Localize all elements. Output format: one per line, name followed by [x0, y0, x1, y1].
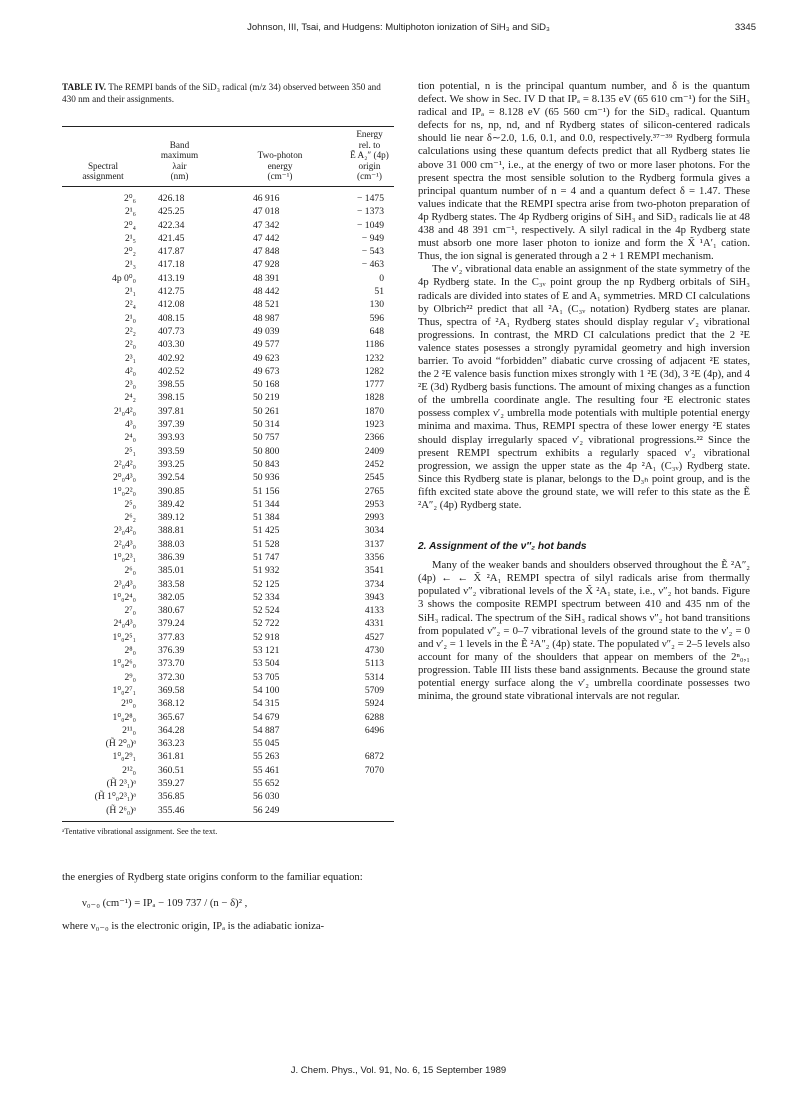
subsection-heading: 2. Assignment of the ν″₂ hot bands	[418, 541, 587, 553]
cell-assignment: 2⁴₀	[124, 432, 136, 444]
cell-band-maximum: 382.05	[158, 591, 185, 603]
paragraph-2: The ν′₂ vibrational data enable an assignment of the state symmetry of the 4p Rydberg state. In the C₃ᵥ point group the np Rydberg orbitals of SiH₃ radicals are divided into states of E and A₁ symmetries. MRD CI calculations by Olbrich²² predict that all ²A₁ (C₃ᵥ notation) Rydberg states are planar. Thus, spectra of ²A₁ Rydberg states should display regular ν′₂ vibrational progressions. In contrast, the MRD CI calculations predict that the 2 ²E valence states posesses a strongly pyramidal geometry and high inversion barrier. To avoid “forbidden” diabatic curve crossing of adjacent ²E states, the 2 ²E valence basis function mixes strongly with 1 ²E (3d), 3 ²E (4p), and 4 ²E (3d) Rydberg basis functions. The amount of mixing changes as a function of the umbrella coordinate angle. The resulting four ²E electronic states possess complex ν′₂ umbrella mode potentials with multiple potential energy minima and maxima. Thus, REMPI spectra of these lower energy ²E states should display irregularly spaced ν′₂ vibrational progressions.²² Since the present REMPI spectrum exhibits a regularly spaced ν′₂ vibrational progression, we assign the upper state as the 4p ²A₁ (C₃ᵥ) Rydberg state. Since this Rydberg state is planar, belongs to the D₃ₕ point group, and is the fifth excited state above the ground state, we will refer to this state as the Ẽ ²A″₂ (4p) Rydberg state.	[418, 263, 750, 511]
table-footnote: ᵃTentative vibrational assignment. See the text.	[62, 826, 218, 836]
cell-band-maximum: 359.27	[158, 778, 185, 790]
cell-two-photon-energy: 52 524	[253, 605, 280, 617]
cell-two-photon-energy: 50 800	[253, 445, 280, 457]
table-row	[62, 617, 394, 630]
cell-assignment: 1⁰₀2⁸₀	[112, 711, 136, 723]
table-row	[62, 631, 394, 644]
cell-assignment: 2¹₅	[124, 232, 136, 244]
left-column	[62, 82, 394, 933]
cell-two-photon-energy: 54 100	[253, 684, 280, 696]
cell-band-maximum: 397.81	[158, 405, 185, 417]
cell-two-photon-energy: 50 168	[253, 379, 280, 391]
left-paragraph	[62, 871, 394, 933]
cell-band-maximum: 393.93	[158, 432, 185, 444]
table-row	[62, 219, 394, 232]
table-row	[62, 697, 394, 710]
cell-assignment: 2¹⁰₀	[121, 698, 136, 710]
cell-relative-energy: − 543	[361, 246, 384, 258]
cell-two-photon-energy: 48 391	[253, 272, 280, 284]
cell-assignment: 2¹₁	[124, 286, 136, 298]
table-row	[62, 458, 394, 471]
cell-two-photon-energy: 52 918	[253, 631, 280, 643]
cell-assignment: 1⁰₀2⁹₁	[112, 751, 136, 763]
cell-relative-energy: 1828	[364, 392, 384, 404]
cell-two-photon-energy: 49 577	[253, 339, 280, 351]
table-row	[62, 711, 394, 724]
cell-band-maximum: 398.55	[158, 379, 185, 391]
cell-band-maximum: 360.51	[158, 764, 185, 776]
cell-assignment: 2⁷₀	[124, 605, 136, 617]
cell-relative-energy: 4527	[364, 631, 384, 643]
equation-intro: the energies of Rydberg state origins conform to the familiar equation:	[62, 870, 363, 883]
cell-two-photon-energy: 50 843	[253, 458, 280, 470]
cell-two-photon-energy: 51 425	[253, 525, 280, 537]
cell-two-photon-energy: 54 679	[253, 711, 280, 723]
cell-two-photon-energy: 47 848	[253, 246, 280, 258]
cell-band-maximum: 380.67	[158, 605, 185, 617]
table-row	[62, 431, 394, 444]
cell-band-maximum: 402.92	[158, 352, 185, 364]
table-row	[62, 485, 394, 498]
cell-band-maximum: 368.12	[158, 698, 185, 710]
cell-assignment: 4²₀	[124, 365, 136, 377]
cell-relative-energy: 3137	[364, 538, 384, 550]
table-body	[62, 187, 394, 817]
cell-two-photon-energy: 51 344	[253, 498, 280, 510]
cell-two-photon-energy: 51 156	[253, 485, 280, 497]
cell-band-maximum: 373.70	[158, 658, 185, 670]
cell-two-photon-energy: 48 442	[253, 286, 280, 298]
cell-assignment: 2⁰₄	[124, 219, 136, 231]
cell-assignment: 2¹²₀	[122, 764, 136, 776]
cell-two-photon-energy: 50 261	[253, 405, 280, 417]
table-row	[62, 205, 394, 218]
cell-band-maximum: 356.85	[158, 791, 185, 803]
cell-two-photon-energy: 53 504	[253, 658, 280, 670]
cell-two-photon-energy: 48 987	[253, 312, 280, 324]
cell-assignment: (H̃ 2⁶₀)ᵃ	[106, 804, 136, 816]
cell-assignment: (H̃ 1⁰₀2³₁)ᵃ	[94, 791, 136, 803]
rydberg-equation: ν₀₋₀ (cm⁻¹) = IPₐ − 109 737 / (n − δ)² ,	[82, 897, 248, 910]
cell-band-maximum: 426.18	[158, 192, 185, 204]
cell-relative-energy: 51	[374, 286, 384, 298]
cell-band-maximum: 417.87	[158, 246, 185, 258]
cell-two-photon-energy: 50 936	[253, 472, 280, 484]
cell-assignment: 2²₀4³₀	[113, 538, 136, 550]
cell-relative-energy: 4133	[364, 605, 384, 617]
cell-relative-energy: 2366	[364, 432, 384, 444]
cell-relative-energy	[345, 790, 394, 803]
cell-band-maximum: 412.75	[158, 286, 185, 298]
table-caption-label: TABLE IV.	[62, 82, 107, 92]
table-row	[62, 684, 394, 697]
table-row	[62, 258, 394, 271]
cell-band-maximum: 422.34	[158, 219, 185, 231]
cell-two-photon-energy: 51 384	[253, 512, 280, 524]
cell-band-maximum: 393.25	[158, 458, 185, 470]
table-row	[62, 657, 394, 670]
cell-two-photon-energy: 48 521	[253, 299, 280, 311]
cell-assignment: 2³₀4³₀	[113, 578, 136, 590]
table-row	[62, 578, 394, 591]
cell-assignment: 1⁰₀2²₀	[112, 485, 136, 497]
cell-two-photon-energy: 52 722	[253, 618, 280, 630]
cell-relative-energy	[345, 777, 394, 790]
cell-assignment: 1⁰₀2³₁	[112, 551, 136, 563]
cell-assignment: 2¹¹₀	[122, 724, 136, 736]
table-row	[62, 245, 394, 258]
cell-assignment: 2⁴₂	[124, 392, 136, 404]
cell-assignment: 1⁰₀2⁶₀	[112, 658, 136, 670]
table-row	[62, 232, 394, 245]
table-row	[62, 564, 394, 577]
cell-assignment: 2¹₀4²₀	[113, 405, 136, 417]
cell-relative-energy: 4730	[364, 645, 384, 657]
cell-band-maximum: 388.81	[158, 525, 185, 537]
cell-assignment: 2³₁	[124, 352, 136, 364]
column-header-energy: Two-photon energy (cm⁻¹)	[257, 150, 303, 182]
table-row	[62, 325, 394, 338]
cell-assignment: 4³₀	[124, 419, 136, 431]
cell-two-photon-energy: 47 442	[253, 232, 280, 244]
table-row	[62, 405, 394, 418]
table-row	[62, 790, 394, 803]
cell-band-maximum: 421.45	[158, 232, 185, 244]
cell-assignment: 2⁴₀4³₀	[113, 618, 136, 630]
table-row	[62, 312, 394, 325]
cell-band-maximum: 369.58	[158, 684, 185, 696]
cell-relative-energy: 596	[369, 312, 384, 324]
cell-assignment: 2⁶₂	[124, 512, 136, 524]
table-row	[62, 498, 394, 511]
cell-two-photon-energy: 54 315	[253, 698, 280, 710]
table-row	[62, 604, 394, 617]
cell-relative-energy: 1232	[364, 352, 384, 364]
table-row	[62, 445, 394, 458]
cell-two-photon-energy: 50 219	[253, 392, 280, 404]
paragraph-1: tion potential, n is the principal quantum number, and δ is the quantum defect. We show in Sec. IV D that IPₐ = 8.135 eV (65 610 cm⁻¹) for the SiH₃ radical and IPₐ = 8.128 eV (65 560 cm⁻¹) for the SiD₃ radical. Quantum defects for ns, np, nd, and nf Rydberg states of silicon-centered radicals should lie near δ∼2.0, 1.6, 0.1, and 0.0, respectively.³⁷⁻³⁹ Rydberg formula calculations using these quantum defects predict that all Rydberg states lie above 31 000 cm⁻¹, i.e., at the energy of two or more laser photons. For the present spectra the most sensible solution to the Rydberg formula gives a principal quantum number of n = 4 and a quantum defect δ = 1.47. These values indicate that the REMPI spectra arise from two-photon preparation of 4p Rydberg states. The 4p Rydberg origins of SiH₃ and SiD₃ radicals lie at 48 438 and 48 391 cm⁻¹, respectively. A silyl radical in the 4p Rydberg state must absorb one more laser photon to ionize and form the X̃ ¹A′₁ cation. Thus, the ion signal is generated through a 2 + 1 REMPI mechanism.	[418, 80, 750, 263]
cell-two-photon-energy: 47 018	[253, 206, 280, 218]
table-row	[62, 272, 394, 285]
table-row	[62, 538, 394, 551]
cell-assignment: 2¹₀	[124, 312, 136, 324]
table-row	[62, 285, 394, 298]
cell-two-photon-energy: 55 263	[253, 751, 280, 763]
equation-after: where ν₀₋₀ is the electronic origin, IPₐ is the adiabatic ioniza-	[62, 920, 325, 933]
table-row	[62, 724, 394, 737]
cell-band-maximum: 383.58	[158, 578, 185, 590]
cell-assignment: 2³₀4²₀	[113, 525, 136, 537]
cell-relative-energy: 130	[369, 299, 384, 311]
cell-relative-energy: 5314	[364, 671, 384, 683]
cell-band-maximum: 379.24	[158, 618, 185, 630]
cell-band-maximum: 377.83	[158, 631, 185, 643]
paragraph-3: Many of the weaker bands and shoulders observed throughout the Ẽ ²A″₂ (4p) ← ← X̃ ²A₁ REMPI spectra of silyl radicals arise from thermally populated ν″₂ vibrational levels of the X̃ ²A₁ state, i.e., ν″₂ hot bands. Figure 3 shows the composite REMPI spectrum between 410 and 435 nm of the SiH₃ radical. The spectrum of the SiH₃ radical shows ν″₂ hot band transitions from populated ν″₂ = 0–7 vibrational levels of the ground state to the ν′₂ = 0 and ν′₂ = 1 levels in the Ẽ ²A″₂ (4p) state. The populated ν″₂ = 2–5 levels also account for many of the shoulders that appear on members of the 2ⁿ₀,₁ progression. Table III lists these band assignments. Because the ground state potential energy surface along the ν′₂ umbrella coordinate possesses two minima, the ground state vibrational intervals are not regular.	[418, 559, 750, 703]
table-row	[62, 551, 394, 564]
table-row	[62, 418, 394, 431]
cell-two-photon-energy: 55 652	[253, 778, 280, 790]
cell-relative-energy: − 1049	[357, 219, 384, 231]
table-row	[62, 365, 394, 378]
cell-two-photon-energy: 47 928	[253, 259, 280, 271]
cell-relative-energy: 2545	[364, 472, 384, 484]
cell-band-maximum: 385.01	[158, 565, 185, 577]
cell-relative-energy: − 463	[361, 259, 384, 271]
cell-relative-energy: 648	[369, 325, 384, 337]
cell-assignment: 1⁰₀2⁷₁	[112, 684, 136, 696]
cell-band-maximum: 365.67	[158, 711, 185, 723]
cell-relative-energy: 3356	[364, 551, 384, 563]
cell-assignment: 2²₀4²₀	[113, 458, 136, 470]
column-header-origin: Energy rel. to Ẽ A₂″ (4p) origin (cm⁻¹)	[350, 129, 389, 182]
cell-band-maximum: 417.18	[158, 259, 185, 271]
right-column	[418, 80, 750, 703]
cell-assignment: 2⁸₀	[124, 645, 136, 657]
cell-assignment: 2²₂	[124, 325, 136, 337]
cell-relative-energy: 4331	[364, 618, 384, 630]
cell-relative-energy: 0	[379, 272, 384, 284]
table-row	[62, 187, 394, 205]
cell-band-maximum: 412.08	[158, 299, 185, 311]
cell-two-photon-energy: 53 705	[253, 671, 280, 683]
cell-band-maximum: 376.39	[158, 645, 185, 657]
cell-relative-energy: 1870	[364, 405, 384, 417]
cell-band-maximum: 386.39	[158, 551, 185, 563]
table-row	[62, 671, 394, 684]
cell-band-maximum: 355.46	[158, 804, 185, 816]
cell-assignment: 2⁰₂	[124, 246, 136, 258]
table-row	[62, 471, 394, 484]
cell-relative-energy: 5924	[364, 698, 384, 710]
cell-band-maximum: 392.54	[158, 472, 185, 484]
cell-two-photon-energy: 49 623	[253, 352, 280, 364]
cell-two-photon-energy: 53 121	[253, 645, 280, 657]
cell-band-maximum: 407.73	[158, 325, 185, 337]
cell-two-photon-energy: 51 747	[253, 551, 280, 563]
table-row	[62, 524, 394, 537]
cell-relative-energy: 6872	[364, 751, 384, 763]
cell-relative-energy: − 1475	[357, 192, 384, 204]
cell-relative-energy: 1777	[364, 379, 384, 391]
cell-relative-energy: 3541	[364, 565, 384, 577]
cell-assignment: 1⁰₀2⁴₀	[112, 591, 136, 603]
table-row	[62, 298, 394, 311]
cell-band-maximum: 393.59	[158, 445, 185, 457]
cell-two-photon-energy: 49 673	[253, 365, 280, 377]
cell-relative-energy	[345, 804, 394, 817]
cell-band-maximum: 390.85	[158, 485, 185, 497]
cell-assignment: 2⁵₁	[124, 445, 136, 457]
cell-assignment: 1⁰₀2⁵₁	[112, 631, 136, 643]
cell-relative-energy	[345, 737, 394, 750]
cell-two-photon-energy: 52 125	[253, 578, 280, 590]
cell-assignment: 2⁵₀	[124, 498, 136, 510]
cell-relative-energy: − 949	[361, 232, 384, 244]
cell-two-photon-energy: 51 528	[253, 538, 280, 550]
remp-bands-table	[62, 127, 394, 817]
cell-two-photon-energy: 52 334	[253, 591, 280, 603]
cell-relative-energy: 2409	[364, 445, 384, 457]
cell-assignment: 2⁶₀	[124, 565, 136, 577]
cell-band-maximum: 403.30	[158, 339, 185, 351]
cell-two-photon-energy: 50 314	[253, 419, 280, 431]
cell-relative-energy: 1923	[364, 419, 384, 431]
cell-relative-energy: 1282	[364, 365, 384, 377]
cell-band-maximum: 408.15	[158, 312, 185, 324]
cell-assignment: 2²₀	[124, 339, 136, 351]
cell-two-photon-energy: 50 757	[253, 432, 280, 444]
cell-relative-energy: 6288	[364, 711, 384, 723]
cell-band-maximum: 413.19	[158, 272, 185, 284]
cell-relative-energy: − 1373	[357, 206, 384, 218]
cell-two-photon-energy: 54 887	[253, 724, 280, 736]
table-row	[62, 378, 394, 391]
table-row	[62, 511, 394, 524]
cell-assignment: 2⁰₀4³₀	[112, 472, 136, 484]
cell-band-maximum: 398.15	[158, 392, 185, 404]
cell-assignment: 4p 0⁰₀	[112, 272, 136, 284]
cell-two-photon-energy: 46 916	[253, 192, 280, 204]
cell-relative-energy: 6496	[364, 724, 384, 736]
cell-assignment: 2⁹₀	[124, 671, 136, 683]
cell-band-maximum: 363.23	[158, 738, 185, 750]
cell-two-photon-energy: 55 461	[253, 764, 280, 776]
cell-relative-energy: 5113	[365, 658, 384, 670]
column-header-assignment: Spectral assignment	[82, 160, 124, 182]
cell-relative-energy: 2953	[364, 498, 384, 510]
table-bottom-rule	[62, 821, 394, 822]
table-row	[62, 352, 394, 365]
cell-assignment: (H̃ 2⁰₀)ᵃ	[105, 738, 136, 750]
cell-band-maximum: 388.03	[158, 538, 185, 550]
cell-relative-energy: 2993	[364, 512, 384, 524]
table-row	[62, 764, 394, 777]
cell-two-photon-energy: 47 342	[253, 219, 280, 231]
cell-assignment: 2¹₆	[124, 206, 136, 218]
cell-band-maximum: 389.12	[158, 512, 185, 524]
cell-band-maximum: 364.28	[158, 724, 185, 736]
cell-two-photon-energy: 51 932	[253, 565, 280, 577]
cell-relative-energy: 7070	[364, 764, 384, 776]
cell-relative-energy: 3734	[364, 578, 384, 590]
cell-relative-energy: 2765	[364, 485, 384, 497]
cell-band-maximum: 372.30	[158, 671, 185, 683]
journal-footer: J. Chem. Phys., Vol. 91, No. 6, 15 September 1989	[290, 1065, 507, 1076]
table-row	[62, 591, 394, 604]
column-header-band: Band maximum λair (nm)	[160, 139, 199, 182]
running-title: Johnson, III, Tsai, and Hudgens: Multiphoton ionization of SiH₃ and SiD₃	[247, 22, 550, 33]
cell-relative-energy: 3034	[364, 525, 384, 537]
cell-two-photon-energy: 56 249	[253, 804, 280, 816]
cell-assignment: 2⁰₆	[124, 192, 136, 204]
cell-two-photon-energy: 56 030	[253, 791, 280, 803]
table-row	[62, 338, 394, 351]
cell-relative-energy: 1186	[365, 339, 384, 351]
cell-assignment: 2³₀	[124, 379, 136, 391]
cell-band-maximum: 402.52	[158, 365, 185, 377]
table-row	[62, 804, 394, 817]
page-number: 3345	[734, 22, 756, 33]
table-row	[62, 750, 394, 763]
cell-assignment: 2²₄	[124, 299, 136, 311]
cell-band-maximum: 361.81	[158, 751, 185, 763]
cell-band-maximum: 397.39	[158, 419, 185, 431]
cell-two-photon-energy: 55 045	[253, 738, 280, 750]
cell-assignment: (H̃ 2³₁)ᵃ	[106, 778, 136, 790]
table-row	[62, 644, 394, 657]
table-caption	[62, 82, 394, 105]
table-row	[62, 777, 394, 790]
cell-band-maximum: 389.42	[158, 498, 185, 510]
cell-assignment: 2¹₃	[124, 259, 136, 271]
table-row	[62, 391, 394, 404]
cell-relative-energy: 2452	[364, 458, 384, 470]
cell-band-maximum: 425.25	[158, 206, 185, 218]
cell-relative-energy: 3943	[364, 591, 384, 603]
cell-two-photon-energy: 49 039	[253, 325, 280, 337]
table-caption-text: The REMPI bands of the SiD₃ radical (m/z 34) observed between 350 and 430 nm and their assignments.	[62, 82, 381, 104]
table-row	[62, 737, 394, 750]
cell-relative-energy: 5709	[364, 684, 384, 696]
